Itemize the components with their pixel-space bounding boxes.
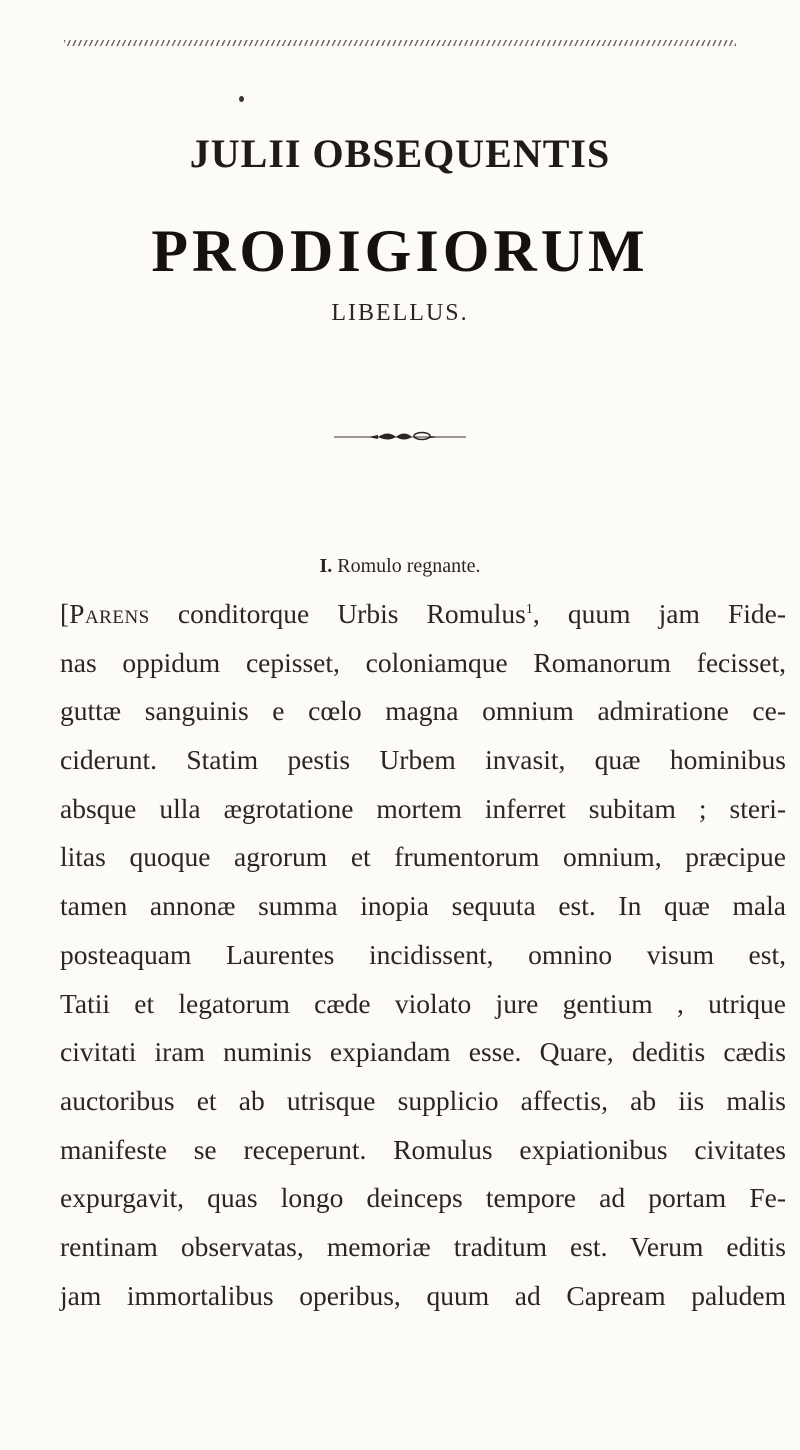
text-line: tamen annonæ summa inopia sequuta est. In quæ mala xyxy=(60,890,786,922)
section-number: I. xyxy=(319,555,333,577)
text-line: manifeste se receperunt. Romulus expiationibus civitates xyxy=(60,1133,786,1165)
line-fragment: conditorque Urbis Romulus xyxy=(149,598,526,629)
text-line: litas quoque agrorum et frumentorum omnium, præcipue xyxy=(60,841,786,873)
text-line: civitati iram numinis expiandam esse. Quare, deditis cædis xyxy=(60,1036,786,1068)
body-text xyxy=(60,590,786,1320)
text-line: absque ulla ægrotatione mortem inferret subitam ; steri- xyxy=(60,792,786,824)
opening-bracket: [ xyxy=(60,598,70,629)
text-line: Tatii et legatorum cæde violato jure gentium , utrique xyxy=(60,987,786,1019)
text-line: jam immortalibus operibus, quum ad Capream paludem xyxy=(60,1279,786,1311)
text-line: guttæ sanguinis e cœlo magna omnium admiratione ce- xyxy=(60,695,786,727)
text-line: rentinam observatas, memoriæ traditum est. Verum editis xyxy=(60,1230,786,1262)
line-fragment: , quum jam Fide- xyxy=(532,598,786,629)
text-line: expurgavit, quas longo deinceps tempore ad portam Fe- xyxy=(60,1182,786,1214)
text-line xyxy=(60,590,786,639)
divider-ornament-icon xyxy=(330,428,470,444)
text-line: auctoribus et ab utrisque supplicio affectis, ab iis malis xyxy=(60,1084,786,1116)
work-title: PRODIGIORUM xyxy=(151,218,649,284)
author-title: JULII OBSEQUENTIS xyxy=(189,131,611,176)
section-title: Romulo regnante. xyxy=(337,555,481,577)
footnote-marker: 1 xyxy=(525,601,533,617)
text-line: posteaquam Laurentes incidissent, omnino visum est, xyxy=(60,938,786,970)
text-line: nas oppidum cepisset, coloniamque Romanorum fecisset, xyxy=(60,646,786,678)
section-heading xyxy=(0,555,800,578)
ink-dot xyxy=(239,96,244,102)
work-subtitle: LIBELLUS. xyxy=(331,300,469,326)
initial-word: Parens xyxy=(69,598,150,629)
text-line: ciderunt. Statim pestis Urbem invasit, quæ hominibus xyxy=(60,744,786,776)
top-decorative-rule xyxy=(64,40,736,46)
